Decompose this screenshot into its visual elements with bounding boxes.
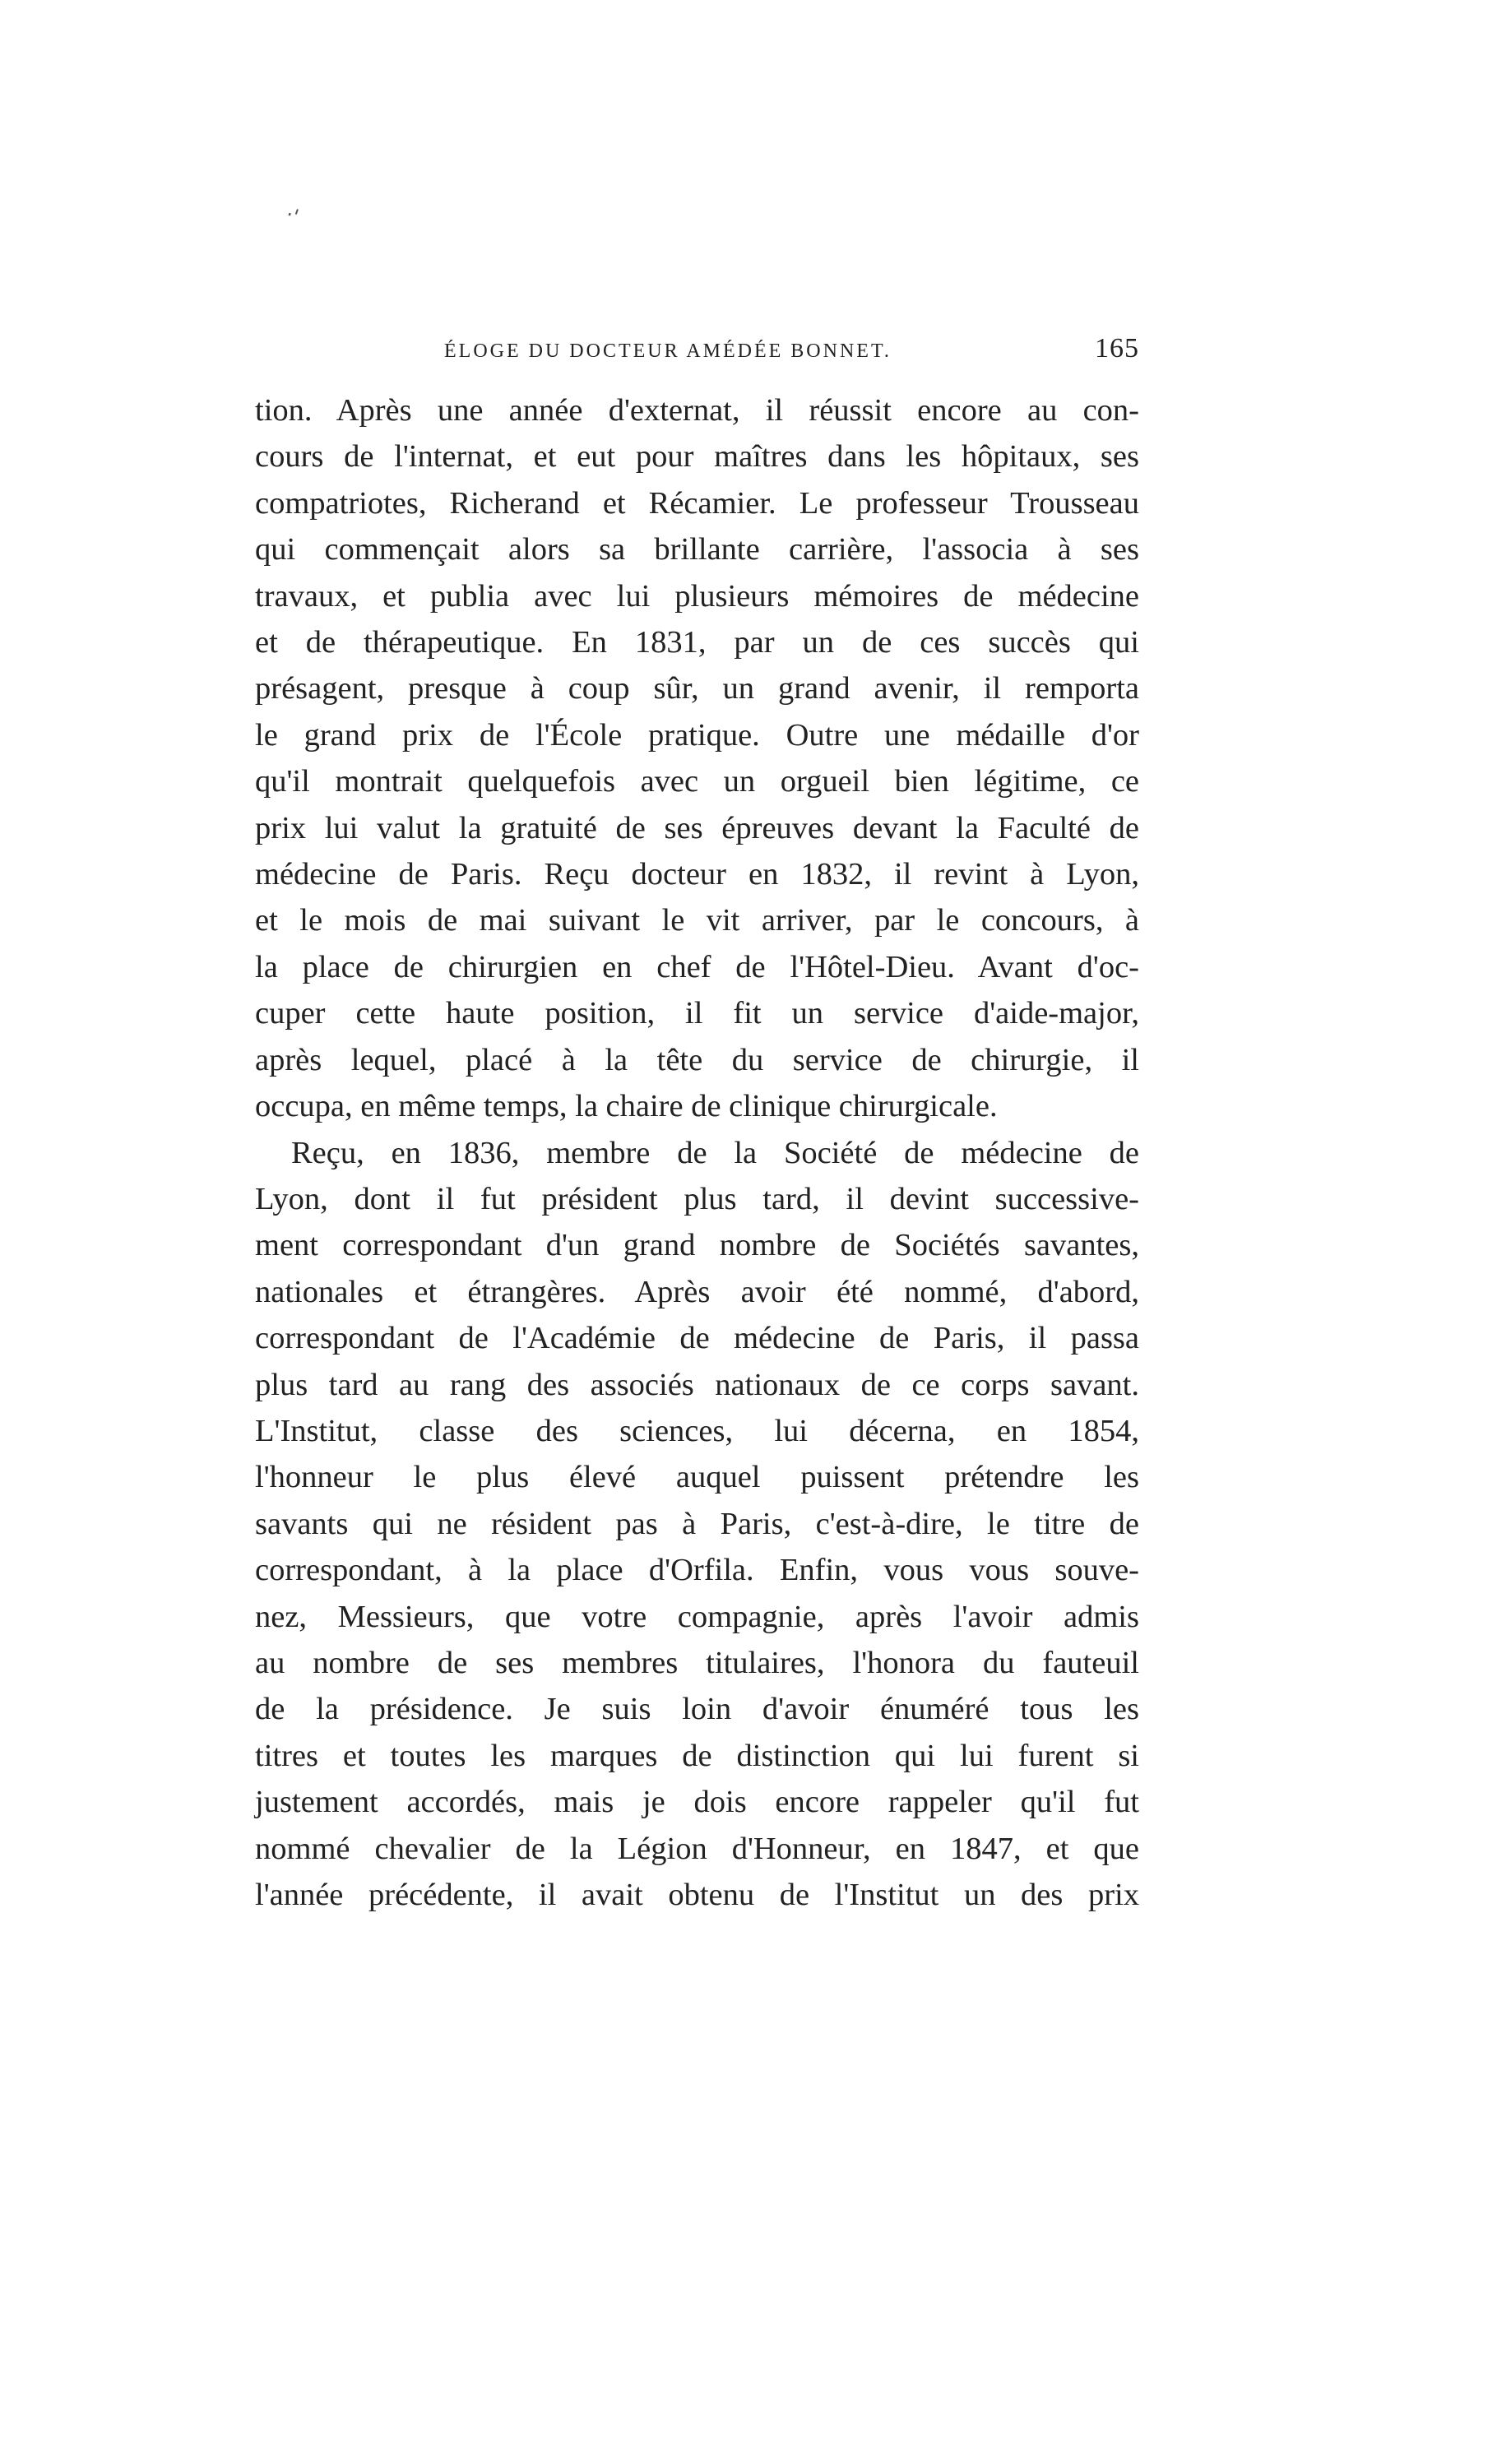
text-line: justement accordés, mais je dois encore rappeler qu'il fut [255, 1785, 1139, 1820]
paragraph-2 [255, 1130, 1139, 1919]
text-line: correspondant, à la place d'Orfila. Enfin, vous vous souve- [255, 1553, 1139, 1588]
text-line: qu'il montrait quelquefois avec un orgueil bien légitime, ce [255, 764, 1139, 799]
page-text-block [255, 333, 1139, 1918]
text-line: après lequel, placé à la tête du service de chirurgie, il [255, 1042, 1139, 1077]
text-line: nez, Messieurs, que votre compagnie, après l'avoir admis [255, 1599, 1139, 1634]
running-head [255, 333, 1139, 379]
text-line: travaux, et publia avec lui plusieurs mémoires de médecine [255, 578, 1139, 614]
text-line: titres et toutes les marques de distinction qui lui furent si [255, 1738, 1139, 1773]
paragraph-1 [255, 387, 1139, 1130]
text-line: cours de l'internat, et eut pour maîtres dans les hôpitaux, ses [255, 439, 1139, 475]
text-line: au nombre de ses membres titulaires, l'honora du fauteuil [255, 1645, 1139, 1680]
text-line: L'Institut, classe des sciences, lui décerna, en 1854, [255, 1413, 1139, 1448]
text-line: et de thérapeutique. En 1831, par un de ces succès qui [255, 625, 1139, 660]
text-line: la place de chirurgien en chef de l'Hôtel-Dieu. Avant d'oc- [255, 949, 1139, 984]
running-title: ÉLOGE DU DOCTEUR AMÉDÉE BONNET. [444, 340, 892, 362]
page-number: 165 [1095, 333, 1139, 364]
text-line: l'honneur le plus élevé auquel puissent prétendre les [255, 1460, 1139, 1495]
text-line: nommé chevalier de la Légion d'Honneur, en 1847, et que [255, 1831, 1139, 1866]
text-line: compatriotes, Richerand et Récamier. Le professeur Trousseau [255, 485, 1139, 521]
text-line: présagent, presque à coup sûr, un grand avenir, il remporta [255, 671, 1139, 706]
text-line: occupa, en même temps, la chaire de clinique chirurgicale. [255, 1089, 998, 1124]
text-line: savants qui ne résident pas à Paris, c'est-à-dire, le titre de [255, 1506, 1139, 1541]
text-line: Lyon, dont il fut président plus tard, il devint successive- [255, 1181, 1139, 1216]
text-line: correspondant de l'Académie de médecine de Paris, il passa [255, 1321, 1139, 1356]
text-line: prix lui valut la gratuité de ses épreuves devant la Faculté de [255, 810, 1139, 845]
text-line: plus tard au rang des associés nationaux de ce corps savant. [255, 1367, 1139, 1402]
text-line: médecine de Paris. Reçu docteur en 1832, il revint à Lyon, [255, 857, 1139, 892]
text-line: nationales et étrangères. Après avoir été nommé, d'abord, [255, 1274, 1139, 1309]
text-line: ment correspondant d'un grand nombre de Sociétés savantes, [255, 1228, 1139, 1263]
text-line: cuper cette haute position, il fit un service d'aide-major, [255, 996, 1139, 1031]
stray-mark: ·' [282, 202, 302, 229]
text-line: l'année précédente, il avait obtenu de l'Institut un des prix [255, 1878, 1139, 1912]
text-line: Reçu, en 1836, membre de la Société de médecine de [291, 1135, 1139, 1170]
text-line: et le mois de mai suivant le vit arriver, par le concours, à [255, 903, 1139, 938]
text-line: le grand prix de l'École pratique. Outre une médaille d'or [255, 717, 1139, 753]
text-line: de la présidence. Je suis loin d'avoir énuméré tous les [255, 1692, 1139, 1727]
text-line: qui commençait alors sa brillante carrière, l'associa à ses [255, 532, 1139, 567]
text-line: tion. Après une année d'externat, il réussit encore au con- [255, 393, 1139, 428]
